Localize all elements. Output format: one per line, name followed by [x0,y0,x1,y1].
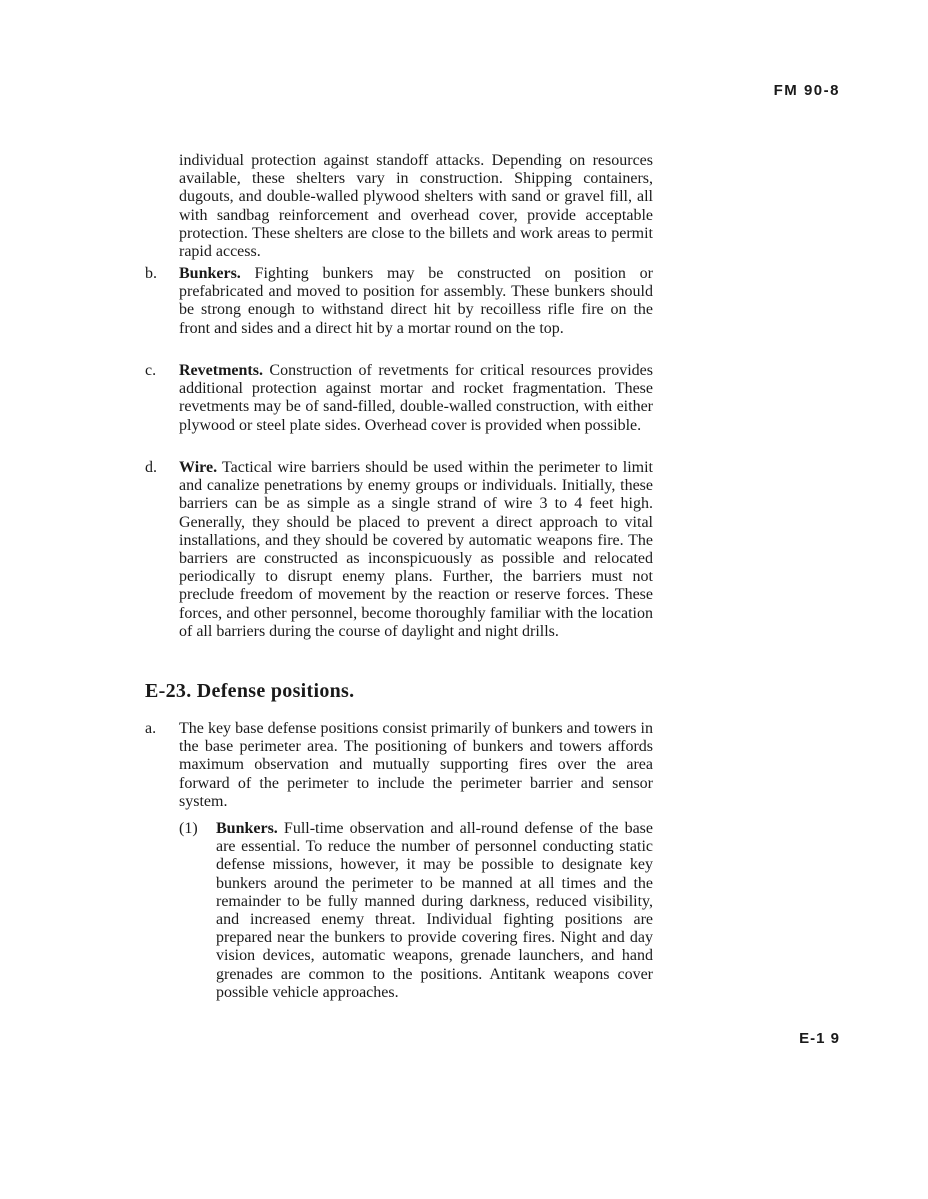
list-item-letter: b. [145,265,157,282]
sub-item-number: (1) [179,820,198,837]
list-item-bunkers [145,265,653,338]
list-item-title: Revetments. [179,362,263,379]
continuation-paragraph: individual protection against standoff attacks. Depending on resources available, these shelters vary in construction. Shipping containers, dugouts, and double-walled plywood shelters with sand or gravel fill, all with sandbag reinforcement and overhead cover, provide acceptable protection. These shelters are close to the billets and work areas to permit rapid access. [179,152,653,261]
sub-item-bunkers [179,820,653,1002]
list-item-body [179,459,653,641]
list-item-key-positions [145,720,653,811]
sub-item-body [216,820,653,1002]
list-item-letter: d. [145,459,157,476]
list-item-letter: a. [145,720,157,737]
list-item-text: The key base defense positions consist primarily of bunkers and towers in the base perimeter area. The positioning of bunkers and towers affords maximum observation and mutually supporting fires over the area forward of the perimeter to include the perimeter barrier and sensor system. [179,720,653,810]
list-item-revetments [145,362,653,435]
list-item-letter: c. [145,362,157,379]
section-heading: E-23. Defense positions. [145,680,355,702]
list-item-text: Tactical wire barriers should be used within the perimeter to limit and canalize penetrations by enemy groups or individuals. Initially, these barriers can be as simple as a single strand of wire 3 to 4 feet high. Generally, they should be placed to prevent a direct approach to vital installations, and they should be covered by automatic weapons fire. The barriers are constructed as inconspicuously as possible and relocated periodically to disrupt enemy plans. Further, the barriers must not preclude freedom of movement by the reaction or reserve forces. These forces, and other personnel, become thoroughly familiar with the location of all barriers during the course of daylight and night drills. [179,459,653,640]
page-header-doc-id: FM 90-8 [773,82,840,99]
list-item-title: Bunkers. [179,265,241,282]
list-item-body [179,362,653,435]
list-item-text: Construction of revetments for critical resources provides additional protection against mortar and rocket fragmentation. These revetments may be of sand-filled, double-walled construction, with either plywood or steel plate sides. Overhead cover is provided when possible. [179,362,653,434]
list-item-title: Wire. [179,459,218,476]
list-item-text: Fighting bunkers may be constructed on position or prefabricated and moved to position for assembly. These bunkers should be strong enough to withstand direct hit by recoilless rifle fire on the front and sides and a direct hit by a mortar round on the top. [179,265,653,337]
sub-item-text: Full-time observation and all-round defense of the base are essential. To reduce the number of personnel conducting static defense missions, however, it may be possible to designate key bunkers around the perimeter to be manned at all times and the remainder to be fully manned during darkness, reduced visibility, and increased enemy threat. Individual fighting positions are prepared near the bunkers to provide covering fires. Night and day vision devices, automatic weapons, grenade launchers, and hand grenades are common to the positions. Antitank weapons cover possible vehicle approaches. [216,820,653,1001]
list-item-wire [145,459,653,641]
list-item-body [179,265,653,338]
sub-item-title: Bunkers. [216,820,278,837]
page-number: E-1 9 [799,1030,840,1047]
